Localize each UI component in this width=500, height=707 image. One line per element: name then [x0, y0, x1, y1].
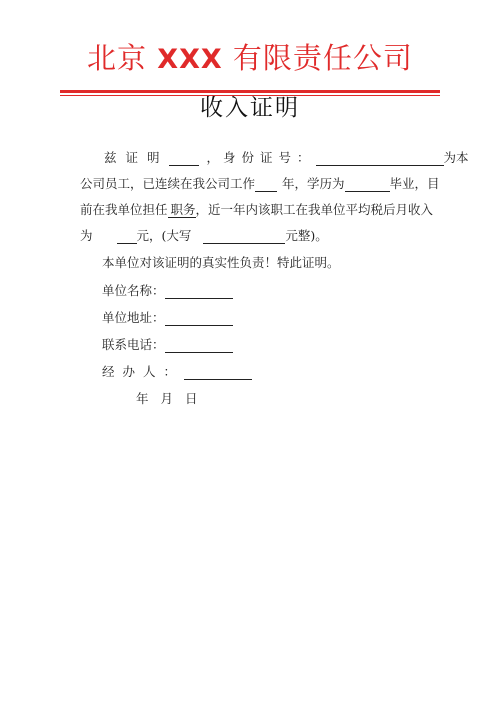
education-text: 年，学历为 [282, 176, 345, 191]
amount-blank[interactable] [117, 229, 137, 244]
body-line-2 [80, 176, 440, 192]
unit-address-blank[interactable] [165, 311, 233, 326]
position-text: 前在我单位担任 [80, 202, 168, 217]
contact-phone-blank[interactable] [165, 338, 233, 353]
graduate-text: 毕业，目 [389, 176, 440, 191]
company-placeholder: XXX [157, 44, 223, 75]
company-name [0, 40, 500, 78]
date-line: 年 月 日 [136, 391, 202, 406]
unit-address-label: 单位地址： [102, 310, 165, 325]
income-text: ，近一年内该职工在我单位平均税后月收入 [195, 202, 434, 217]
position-value[interactable]: 职务 [168, 202, 196, 218]
amount-suffix: 元整)。 [285, 228, 328, 243]
amount-unit: 元，(大写 [136, 228, 192, 243]
amount-capital-blank[interactable] [203, 229, 285, 244]
education-blank[interactable] [345, 177, 390, 192]
line1-tail: 为本 [443, 150, 469, 165]
name-blank[interactable] [169, 151, 199, 166]
contact-phone-row [102, 337, 233, 353]
amount-prefix: 为 [80, 228, 93, 243]
contact-phone-label: 联系电话： [102, 337, 165, 352]
id-number-blank[interactable] [316, 151, 444, 166]
body-line-4 [80, 228, 328, 244]
body-line-3 [80, 202, 433, 218]
document-title: 收入证明 [200, 95, 300, 121]
unit-name-label: 单位名称： [102, 283, 165, 298]
handler-blank[interactable] [184, 365, 252, 380]
unit-address-row [102, 310, 233, 326]
handler-row [102, 364, 252, 380]
company-prefix: 北京 [87, 41, 158, 75]
company-suffix: 有限责任公司 [222, 41, 413, 75]
body-line-1 [104, 150, 469, 166]
id-label: 身份证号： [223, 150, 316, 165]
years-blank[interactable] [255, 177, 277, 192]
employee-text: 公司员工，已连续在我公司工作 [80, 176, 256, 191]
unit-name-row [102, 283, 233, 299]
statement-line: 本单位对该证明的真实性负责！特此证明。 [102, 255, 340, 270]
handler-label: 经办人： [102, 364, 185, 379]
unit-name-blank[interactable] [165, 284, 233, 299]
comma: ， [206, 150, 220, 165]
certify-label: 兹证明 [104, 150, 169, 165]
